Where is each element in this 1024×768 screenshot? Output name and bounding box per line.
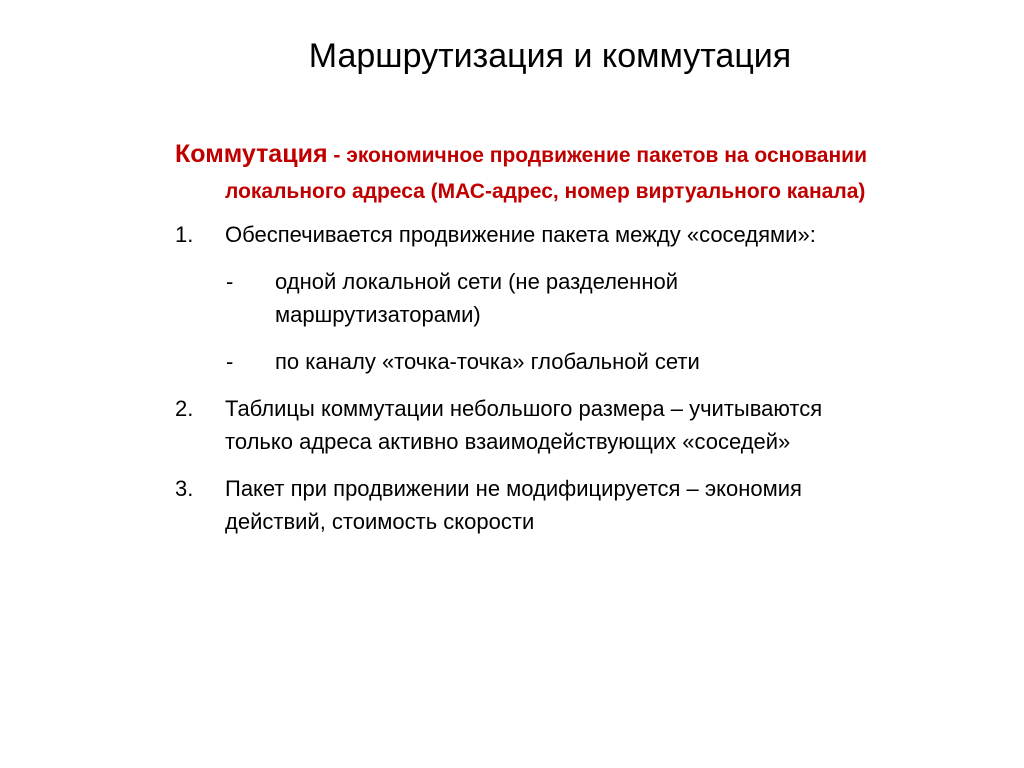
- list-item-2-text: Таблицы коммутации небольшого размера – учитываются только адреса активно взаимодействующих «соседей»: [225, 396, 823, 454]
- slide-content: [175, 136, 875, 552]
- definition: [175, 136, 875, 210]
- definition-text: экономичное продвижение пакетов на основании локального адреса (МАС-адрес, номер виртуального канала): [225, 144, 867, 203]
- definition-separator: -: [327, 144, 347, 167]
- sub-item-1: [175, 265, 875, 331]
- slide-title: Маршрутизация и коммутация: [308, 37, 792, 75]
- sub-item-1-marker: -: [226, 269, 234, 294]
- sub-item-2: [175, 345, 875, 378]
- list-item-2: [175, 392, 875, 458]
- list-item-1: [175, 218, 875, 251]
- list-item-3-number: 3.: [175, 476, 194, 501]
- sub-item-2-text: по каналу «точка-точка» глобальной сети: [275, 349, 700, 374]
- list-item-1-text: Обеспечивается продвижение пакета между «соседями»:: [225, 222, 816, 247]
- list-item-3: [175, 472, 875, 538]
- sub-item-2-marker: -: [226, 349, 234, 374]
- definition-term: Коммутация: [175, 140, 328, 168]
- list-item-3-text: Пакет при продвижении не модифицируется – экономия действий, стоимость скорости: [225, 476, 802, 534]
- list-item-1-number: 1.: [175, 222, 194, 247]
- sub-item-1-text: одной локальной сети (не разделенной маршрутизаторами): [275, 269, 678, 327]
- list-item-2-number: 2.: [175, 396, 194, 421]
